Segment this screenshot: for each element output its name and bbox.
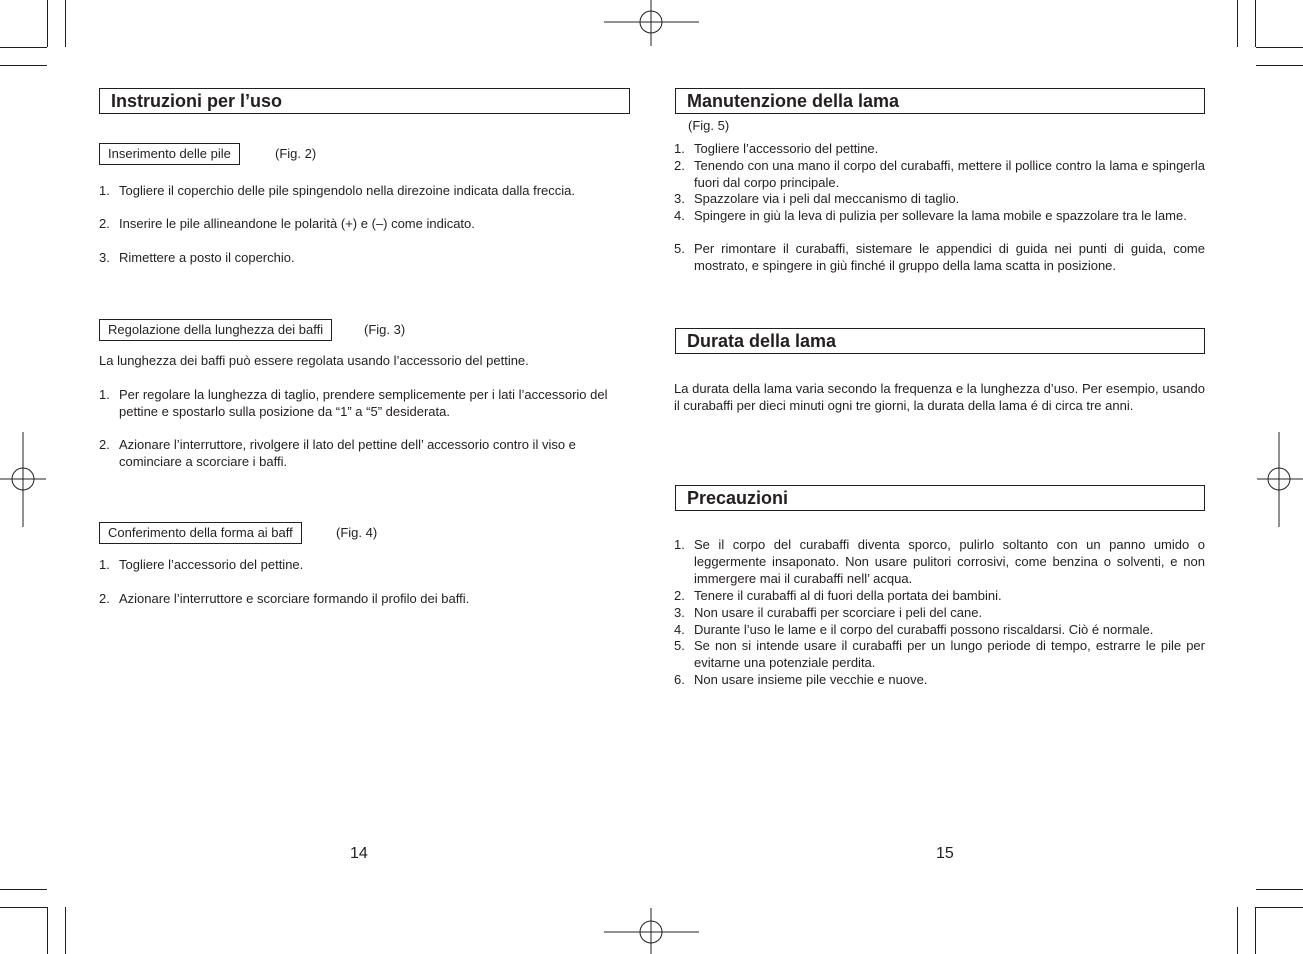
crop-mark [1256, 65, 1303, 66]
list-text: Azionare l’interruttore, rivolgere il lato del pettine dell’ accessorio contro il viso e cominciare a scorciare i baffi. [119, 437, 576, 469]
list-text: Togliere l’accessorio del pettine. [119, 557, 304, 572]
crop-mark [0, 47, 47, 48]
crop-mark [1256, 47, 1303, 48]
list-item [674, 207, 1205, 224]
crop-mark [1255, 0, 1256, 47]
list-item [674, 587, 1205, 604]
list-number: 1. [674, 537, 685, 552]
list-text: Tenendo con una mano il corpo del curabaffi, mettere il pollice contro la lama e spingerla fuori dal corpo principale. [694, 158, 1205, 190]
figure-reference: (Fig. 2) [275, 146, 317, 161]
list-number: 5. [674, 241, 685, 256]
crop-mark [47, 0, 48, 47]
list-item [674, 604, 1205, 621]
page-number: 14 [350, 845, 368, 862]
list-text: Tenere il curabaffi al di fuori della portata dei bambini. [694, 588, 1002, 603]
list-text: Durante l’uso le lame e il corpo del curabaffi possono riscaldarsi. Ciò é normale. [694, 622, 1154, 637]
crop-mark [47, 907, 48, 954]
list-text: Spazzolare via i peli dal meccanismo di taglio. [694, 191, 960, 206]
figure-reference: (Fig. 3) [364, 322, 406, 337]
list-number: 2. [99, 216, 110, 231]
list-number: 5. [674, 638, 685, 653]
list-item [99, 215, 630, 232]
list-item [674, 240, 1205, 274]
duration-paragraph: La durata della lama varia secondo la frequenza e la lunghezza d’uso. Per esempio, usando il curabaffi per dieci minuti ogni tre giorni, la durata della lama é di circa tre anni. [674, 381, 1205, 413]
figure-reference: (Fig. 4) [336, 525, 378, 540]
list-number: 1. [674, 141, 685, 156]
list-item [99, 590, 630, 607]
page-number: 15 [936, 845, 954, 862]
list-text: Se non si intende usare il curabaffi per un lungo periode di tempo, estrarre le pile per evitarne una potenziale perdita. [694, 638, 1205, 670]
list-number: 6. [674, 672, 685, 687]
crop-mark [1256, 907, 1303, 908]
list-text: Per rimontare il curabaffi, sistemare le appendici di guida nei punti di guida, come mostrato, e spingere in giù finché il gruppo della lama scatta in posizione. [694, 241, 1205, 273]
list-text: Spingere in giù la leva di pulizia per sollevare la lama mobile e spazzolare tra le lame. [694, 208, 1187, 223]
registration-mark-icon [604, 908, 699, 954]
subsection-label-length-adjust: Regolazione della lunghezza dei baffi [99, 319, 332, 341]
list-number: 1. [99, 557, 110, 572]
list-text: Azionare l’interruttore e scorciare formando il profilo dei baffi. [119, 591, 470, 606]
list-number: 2. [99, 437, 110, 452]
crop-mark [1237, 907, 1238, 954]
list-text: Per regolare la lunghezza di taglio, prendere semplicemente per i lati l’accessorio del pettine e spostarlo sulla posizione da “1” a “5” desiderata. [119, 387, 608, 419]
list-text: Se il corpo del curabaffi diventa sporco, pulirlo soltanto con un panno umido o leggermente insaponato. Non usare pulitori corrosivi, come benzina o solventi, e non immergere mai il curabaffi nell’ acqua. [694, 537, 1205, 586]
crop-mark [65, 907, 66, 954]
list-item [674, 157, 1205, 191]
crop-mark [0, 65, 47, 66]
list-number: 3. [674, 191, 685, 206]
crop-mark [1255, 907, 1256, 954]
list-item [674, 637, 1205, 671]
list-text: Rimettere a posto il coperchio. [119, 250, 295, 265]
list-item [674, 621, 1205, 638]
crop-mark [1237, 0, 1238, 47]
registration-mark-icon [1257, 432, 1303, 527]
list-text: Non usare insieme pile vecchie e nuove. [694, 672, 928, 687]
subsection-label-batteries: Inserimento delle pile [99, 143, 240, 165]
list-item [99, 249, 630, 266]
list-item [99, 436, 620, 470]
list-number: 2. [674, 588, 685, 603]
list-number: 1. [99, 387, 110, 402]
list-number: 4. [674, 622, 685, 637]
list-number: 3. [674, 605, 685, 620]
registration-mark-icon [604, 0, 699, 46]
list-text: Non usare il curabaffi per scorciare i peli del cane. [694, 605, 983, 620]
crop-mark [65, 0, 66, 47]
list-item [99, 386, 620, 420]
list-item [674, 140, 1205, 157]
list-number: 2. [674, 158, 685, 173]
list-number: 4. [674, 208, 685, 223]
list-text: Inserire le pile allineandone le polarità (+) e (–) come indicato. [119, 216, 475, 231]
subsection-label-shaping: Conferimento della forma ai baff [99, 522, 302, 544]
crop-mark [1256, 889, 1303, 890]
section-title-precautions: Precauzioni [675, 485, 1205, 511]
registration-mark-icon [0, 432, 46, 527]
crop-mark [0, 889, 47, 890]
list-text: Togliere il coperchio delle pile spingendolo nella direzoine indicata dalla freccia. [119, 183, 576, 198]
list-item [99, 556, 630, 573]
figure-reference: (Fig. 5) [688, 118, 730, 133]
list-item [99, 182, 630, 199]
list-item [674, 536, 1205, 587]
list-text: Togliere l’accessorio del pettine. [694, 141, 879, 156]
section-title-usage: Instruzioni per l’uso [99, 88, 630, 114]
intro-paragraph: La lunghezza dei baffi può essere regolata usando l’accessorio del pettine. [99, 353, 529, 368]
section-title-maintenance: Manutenzione della lama [675, 88, 1205, 114]
list-item [674, 190, 1205, 207]
crop-mark [0, 907, 47, 908]
list-item [674, 671, 1205, 688]
section-title-blade-duration: Durata della lama [675, 328, 1205, 354]
list-number: 1. [99, 183, 110, 198]
list-number: 3. [99, 250, 110, 265]
list-number: 2. [99, 591, 110, 606]
